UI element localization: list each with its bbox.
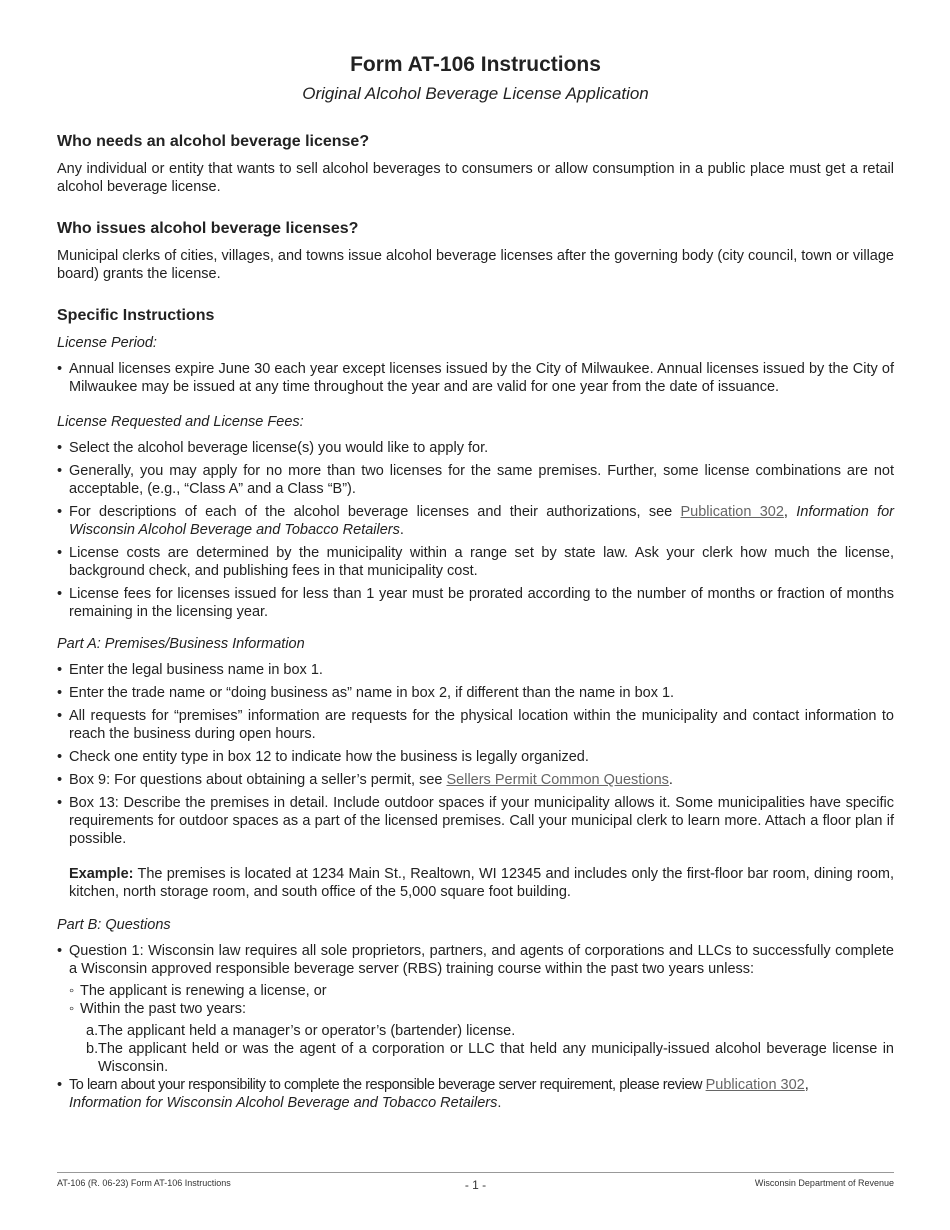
part-b-label: Part B: Questions — [57, 917, 171, 933]
text: . — [668, 772, 673, 788]
page-footer — [57, 1172, 894, 1192]
text: To learn about your responsibility to complete the responsible beverage server requirement, please review — [69, 1077, 706, 1093]
text: Question 1: Wisconsin law requires all sole proprietors, partners, and agents of corporations and LLCs to successfully complete a Wisconsin approved responsible beverage server (RBS) training course within the past two years unless: — [69, 943, 894, 977]
text: , — [804, 1077, 809, 1093]
list-item: • License fees for licenses issued for less than 1 year must be prorated according to the number of months or fraction of months remaining in the licensing year. — [57, 585, 894, 621]
list-item — [57, 503, 894, 539]
list-item — [86, 1040, 894, 1076]
text: Box 9: For questions about obtaining a seller’s permit, see — [69, 772, 447, 788]
who-issues-text: Municipal clerks of cities, villages, and towns issue alcohol beverage licenses after the governing body (city council, town or village board) grants the license. — [57, 248, 894, 282]
form-title: Form AT-106 Instructions — [350, 53, 601, 76]
who-needs-text: Any individual or entity that wants to sell alcohol beverages to consumers or allow consumption in a public place must get a retail alcohol beverage license. — [57, 161, 894, 195]
list-item — [57, 794, 894, 901]
part-a-list — [57, 661, 894, 901]
list-item — [57, 942, 894, 1076]
license-fees-label: License Requested and License Fees: — [57, 414, 304, 430]
who-issues-heading: Who issues alcohol beverage licenses? — [57, 220, 359, 237]
specific-instructions-heading: Specific Instructions — [57, 307, 215, 324]
license-period-list — [57, 360, 894, 396]
text: The applicant held a manager’s or operator’s (bartender) license. — [98, 1023, 516, 1039]
text: , — [783, 504, 797, 520]
list-item: • Select the alcohol beverage license(s) you would like to apply for. — [57, 439, 894, 457]
who-needs-heading: Who needs an alcohol beverage license? — [57, 133, 370, 150]
list-item: • Enter the trade name or “doing business as” name in box 2, if different than the name in box 1. — [57, 684, 894, 702]
example-label: Example: — [69, 866, 134, 882]
publication-302-link[interactable]: Publication 302 — [680, 504, 784, 520]
text: . — [399, 522, 404, 538]
list-item: • Check one entity type in box 12 to indicate how the business is legally organized. — [57, 748, 894, 766]
example-paragraph — [69, 865, 894, 901]
document-page — [57, 48, 894, 1117]
list-item: • Enter the legal business name in box 1. — [57, 661, 894, 679]
footer-form-id: AT-106 (R. 06-23) Form AT-106 Instructions — [57, 1178, 231, 1188]
list-item: • License costs are determined by the municipality within a range set by state law. Ask your clerk how much the license, background check, and publishing fees in that municipality cost. — [57, 544, 894, 580]
publication-title: Information for Wisconsin Alcohol Beverage and Tobacco Retailers — [69, 1095, 498, 1111]
license-period-label: License Period: — [57, 335, 157, 351]
example-text: The premises is located at 1234 Main St., Realtown, WI 12345 and includes only the first-floor bar room, dining room, kitchen, north storage room, and south office of the 5,000 square foot building. — [69, 866, 894, 900]
publication-title: Information for Wisconsin Alcohol Beverage and Tobacco Retailers — [69, 504, 894, 538]
publication-302-link[interactable]: Publication 302 — [705, 1077, 805, 1093]
item-letter: b. — [86, 1041, 99, 1057]
text: For descriptions of each of the alcohol beverage licenses and their authorizations, see — [69, 504, 681, 520]
conditions-list — [69, 982, 894, 1018]
item-letter: a. — [86, 1023, 99, 1039]
page-number: - 1 - — [464, 1178, 487, 1192]
text: Box 13: Describe the premises in detail. Include outdoor spaces if your municipality allows it. Some municipalities have specific requirements for outdoor spaces as a part of the licensed premises. Call your municipal clerk to learn more. Attach a floor plan if possible. — [69, 795, 894, 847]
list-item: • Generally, you may apply for no more than two licenses for the same premises. Further, some license combinations are not acceptable, (e.g., “Class A” and a Class “B”). — [57, 462, 894, 498]
text: The applicant held or was the agent of a corporation or LLC that held any municipally-issued alcohol beverage license in Wisconsin. — [98, 1041, 894, 1075]
text: . — [497, 1095, 502, 1111]
list-item — [69, 1000, 894, 1018]
footer-department: Wisconsin Department of Revenue — [754, 1178, 894, 1188]
list-item: • All requests for “premises” information are requests for the physical location within the municipality and contact information to reach the business during open hours. — [57, 707, 894, 743]
text: Within the past two years: — [80, 1001, 247, 1017]
part-b-list — [57, 942, 894, 1112]
license-fees-list — [57, 439, 894, 621]
list-item — [86, 1022, 894, 1040]
list-item — [57, 1076, 894, 1112]
part-a-label: Part A: Premises/Business Information — [57, 636, 305, 652]
list-item: ◦ The applicant is renewing a license, or — [69, 982, 894, 1000]
list-item: • Annual licenses expire June 30 each year except licenses issued by the City of Milwaukee. Annual licenses issued by the City of Milwaukee may be issued at any time throughout the year and are valid for one year from the date of issuance. — [57, 360, 894, 396]
sub-conditions-list — [69, 1022, 894, 1076]
sellers-permit-link[interactable]: Sellers Permit Common Questions — [446, 772, 669, 788]
list-item — [57, 771, 894, 789]
form-subtitle: Original Alcohol Beverage License Application — [302, 84, 649, 103]
